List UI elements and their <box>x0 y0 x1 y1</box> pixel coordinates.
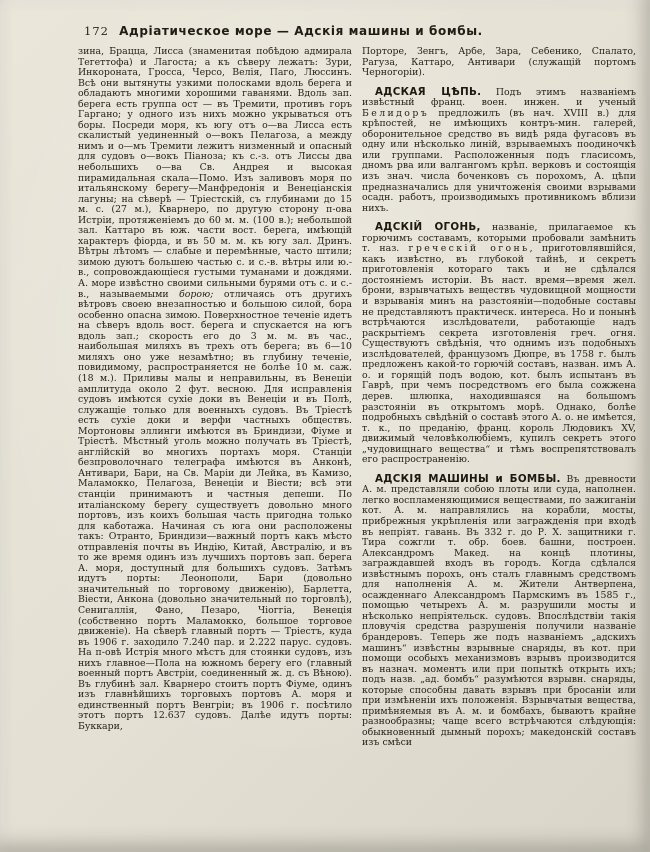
paragraph <box>362 474 636 749</box>
text-run: отличаясь отъ другихъ вѣтровъ своею внезапностью и большою силой, бора особенно опасна зимою. Поверхностное теченіе идетъ на сѣверъ вдоль вост. берега и спускается на югъ вдоль зап.; скорость его до 3 м. м. въ час., наибольшая миляхъ въ трехъ отъ берега; въ 6—10 миляхъ оно уже незамѣтно; въ глубину теченіе, повидимому, распространяется не болѣе 10 м. саж. (18 м.). Приливы малы и неправильны, въ Венеціи амплитуда около 2 фут. весною. Для исправленія судовъ имѣются сухіе доки въ Венеціи и въ Полѣ, служащіе только для военныхъ судовъ. Въ Тріестѣ есть сухіе доки и верфи частныхъ обществъ. Мортоновы эллинги имѣются въ Бриндизи, Фіуме и Тріестѣ. Мѣстный уголь можно получать въ Тріестѣ, англійскій во многихъ портахъ моря. Станціи безпроволочнаго телеграфа имѣются въ Анконѣ, Антивари, Бари, на Св. Маріи ди Лейка, въ Камизо, Маламокко, Пелагоза, Венеціи и Віести; всѣ эти станціи принимаютъ и частныя депеши. По италіанскому берегу существуетъ довольно много портовъ, изъ коихъ большая часть пригодна только для каботажа. Начиная съ юга они расположены такъ: Отранто, Бриндизи—важный портъ какъ мѣсто отправленія почты въ Индію, Китай, Австралію, и въ то же время одинъ изъ лучшихъ портовъ зап. берега А. моря, доступный для большихъ судовъ. Затѣмъ идутъ порты: Леонополи, Бари (довольно значительный по торговому движенію), Барлетта, Віести, Анкона (довольно значительный по торговлѣ), Сенигаллія, Фано, Пезаро, Чіоггіа, Венеція (собственно портъ Маламокко, большое торговое движеніе). На сѣверѣ главный портъ — Тріестъ, куда въ 1906 г. заходило 7.240 пар. и 2.222 парус. судовъ. На п-овѣ Истрія много мѣстъ для стоянки судовъ, изъ нихъ главное—Пола на южномъ берегу его (главный военный портъ Австріи, соединенный ж. д. съ Вѣною). Въ глубинѣ зал. Кварнеро стоитъ портъ Фіуме, одинъ изъ главнѣйшихъ торговыхъ портовъ А. моря и единственный портъ Венгріи; въ 1906 г. посѣтило этотъ портъ 12.637 судовъ. Далѣе идутъ порты: Буккари, <box>78 288 352 732</box>
left-column <box>78 47 352 844</box>
text-run: Порторе, Зенгъ, Арбе, Зара, Себенико, Спалато, Рагуза, Каттаро, Антивари (служащій портомъ Черногоріи). <box>362 47 636 79</box>
text-run: названіе, прилагаемое къ горючимъ составамъ, которыми пробовали замѣнить т. наз. <box>362 222 636 255</box>
running-title: Адріатическое море — Адскія машины и бомбы. <box>119 24 483 38</box>
right-column <box>362 47 636 844</box>
paragraph <box>362 47 636 79</box>
entry-heading: АДСКАЯ ЦѢПЬ. <box>375 85 482 98</box>
text-run: предложилъ (въ нач. XVIII в.) для крѣпостей, не имѣющихъ контръ-мин. галерей, оборонительное средство въ видѣ ряда фугасовъ въ одну или нѣсколько линій, взрываемыхъ поодиночкѣ или группами. Расположенныя подъ гласисомъ, дномъ рва или валгангомъ крѣп. верковъ и состоящія изъ знач. числа боченковъ съ порохомъ, А. цѣпи предназначались для уничтоженія своими взрывами осадн. работъ, производимыхъ противникомъ вблизи нихъ. <box>362 107 636 214</box>
text-run: борою; <box>179 288 214 300</box>
entry-heading: АДСКІЙ ОГОНЬ, <box>375 221 481 234</box>
page-number: 172 <box>84 24 109 38</box>
page-header <box>78 24 634 42</box>
text-run: Белидоръ <box>362 107 430 119</box>
text-run: , приготовлявшійся, какъ извѣстно, въ глубокой тайнѣ, и секретъ приготовленія котораго такъ и не сдѣлался достояніемъ исторіи. Въ наст. время—время жел. брони, взрывчатыхъ веществъ чудовищной мощности и взрыванія минъ на разстояніи—подобные составы не представляютъ практическ. интереса. Но и понынѣ встрѣчаются изслѣдователи, работающіе надъ раскрытіемъ секрета изготовленія греч. огня. Существуютъ свѣдѣнія, что однимъ изъ подобныхъ изслѣдователей, французомъ Дюпре, въ 1758 г. былъ предложенъ какой-то горючій составъ, назван. имъ А. о. и горящій подъ водою, кот. былъ испытанъ въ Гаврѣ, при чемъ посредствомъ его была сожжена дерев. шлюпка, находившаяся на большомъ разстояніи въ открытомъ морѣ. Однако, болѣе подробныхъ свѣдѣній о составѣ этого А. о. не имѣется, т. к., по преданію, франц. король Людовикъ XV, движимый человѣколюбіемъ, купилъ секретъ этого „чудовищнаго вещества“ и тѣмъ воспрепятствовалъ его распространенію. <box>362 243 636 466</box>
entry-heading: АДСКІЯ МАШИНЫ и БОМБЫ. <box>375 472 561 485</box>
paragraph <box>78 47 352 733</box>
text-run: Въ древности А. м. представляли собою плоты или суда, наполнен. легко воспламеняющимися веществами, по зажиганіи кот. А. м. направлялись на корабли, мосты, прибрежныя укрѣпленія или загражденія при входѣ въ непріят. гавань. Въ 332 г. до Р. Х. защитники г. Тира сожгли т. обр. боев. башни, построен. Александромъ Макед. на концѣ плотины, заграждавшей входъ въ городъ. Когда сдѣлался извѣстнымъ порохъ, онъ сталъ главнымъ средствомъ для наполненія А. м. Жители Антверпена, осажденнаго Александромъ Пармскимъ въ 1585 г., помощью четырехъ А. м. разрушили мосты и нѣсколько непріятельск. судовъ. Впослѣдствіи такія пловучія средства разрушенія получили названіе брандеровъ. Теперь же подъ названіемъ „адскихъ машинъ“ извѣстны взрывные снаряды, въ кот. при помощи особыхъ механизмовъ взрывъ производится въ назнач. моментъ или при попыткѣ открыть ихъ; подъ назв. „ад. бомбъ“ разумѣются взрывн. снаряды, которые способны давать взрывъ при бросаніи или при измѣненіи ихъ положенія. Взрывчатыя вещества, примѣняемыя въ А. м. и бомбахъ, бываютъ крайне разнообразны; чаще всего встрѣчаются слѣдующія: обыкновенный дымный порохъ; македонскій составъ изъ смѣси <box>362 473 636 749</box>
text-run: Подъ этимъ названіемъ извѣстный франц. воен. инжен. и ученый <box>362 86 636 109</box>
text-columns <box>78 47 636 844</box>
paragraph <box>362 222 636 466</box>
text-run: греческій огонь <box>408 243 530 255</box>
paragraph <box>362 87 636 215</box>
text-run: зина, Брацца, Лисса (знаменитая побѣдою адмирала Тегеттофа) и Лагоста; а къ сѣверу лежатъ: Зури, Инкороната, Гросса, Черсо, Велія, Паго, Люссинъ. Всѣ они вытянуты узкими полосками вдоль берега и обладаютъ многими хорошими гаванями. Вдоль зап. берега есть группа ост — въ Тремити, противъ горъ Гаргано; у одного изъ нихъ можно укрываться отъ боры. Посреди моря, къ югу отъ о—ва Лисса есть скалистый уединенный о—вокъ Пелагоза, а между нимъ и о—мъ Тремити лежитъ низменный и опасный для судовъ о—вокъ Піаноза; къ с.-з. отъ Лиссы два небольшихъ о—ва Св. Андрея и высокая пирамидальная скала—Помо. Изъ заливовъ моря по итальянскому берегу—Манфредонія и Венеціанскія лагуны; на сѣверѣ — Тріестскій, съ глубинами до 15 м. с. (27 м.), Кварнеро, по другую сторону п-ова Истріи, протяженіемъ до 60 м. м. (100 в.); небольшой зал. Каттаро въ юж. части вост. берега, имѣющій характеръ фіорда, и въ 50 м. м. къ югу зал. Дринъ. Вѣтры лѣтомъ — слабые и перемѣнные, часто штили; зимою дуютъ большею частью с. и с.-в. вѣтры или ю.-в., сопровождающіеся густыми туманами и дождями. А. море извѣстно своими сильными бурями отъ с. и с.-в., называемыми <box>78 47 352 300</box>
